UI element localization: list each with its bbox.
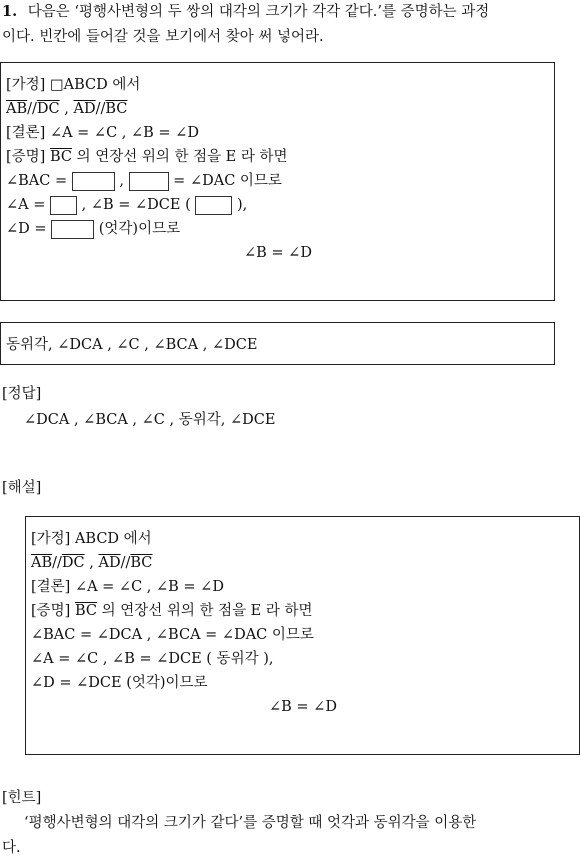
blank-1[interactable] <box>72 172 115 191</box>
segment-dc: $\overline{DC}$ <box>61 555 85 571</box>
parallel-sign: // <box>52 555 62 571</box>
assume-text: ABCD 에서 <box>74 531 152 547</box>
parallel-sign: // <box>27 101 37 117</box>
line6-part2: , ∠B = ∠DCE ( <box>77 197 196 213</box>
choices-text: 동위각, ∠DCA , ∠C , ∠BCA , ∠DCE <box>6 337 258 353</box>
conclusion-text: ∠A = ∠C , ∠B = ∠D <box>49 125 199 141</box>
blank-5[interactable] <box>51 220 94 239</box>
question-text-line2: 이다. 빈칸에 들어갈 것을 보기에서 찾아 써 넣어라. <box>2 29 324 45</box>
hint-line1: ‘평행사변형의 대각의 크기가 같다’를 증명할 때 엇각과 동위각을 이용한 <box>24 815 477 831</box>
segment-ab: $\overline{AB}$ <box>31 555 53 571</box>
proof-line5 <box>6 171 282 191</box>
line7-part2: (엇각)이므로 <box>94 221 181 237</box>
assume-text: □ABCD 에서 <box>49 77 141 93</box>
segment-bc: $\overline{BC}$ <box>130 555 153 571</box>
expl-parallel <box>31 553 152 573</box>
line7-part1: ∠D = <box>6 221 52 237</box>
hint-line2: 다. <box>2 840 21 856</box>
question-text-line1: 다음은 ‘평행사변형의 두 쌍의 대각의 크기가 각각 같다.’를 증명하는 과정 <box>27 4 490 20</box>
conclusion-text: ∠A = ∠C , ∠B = ∠D <box>74 579 224 595</box>
expl-line7: ∠D = ∠DCE (엇각)이므로 <box>31 675 208 691</box>
expl-conclusion <box>31 577 224 597</box>
segment-bc: $\overline{BC}$ <box>74 603 97 619</box>
segment-bc: $\overline{BC}$ <box>105 101 128 117</box>
assume-label: [가정] <box>31 531 71 547</box>
blank-2[interactable] <box>129 172 169 191</box>
proof-assume <box>6 75 140 95</box>
segment-ab: $\overline{AB}$ <box>6 101 28 117</box>
expl-proof-start <box>31 601 313 621</box>
expl-result: ∠B = ∠D <box>269 699 337 715</box>
line5-part3: = ∠DAC 이므로 <box>168 173 282 189</box>
proof-line7 <box>6 219 180 239</box>
blank-3[interactable] <box>50 196 77 215</box>
proof-label: [증명] <box>6 149 46 165</box>
explanation-label: [해설] <box>2 480 42 496</box>
proof-label: [증명] <box>31 603 71 619</box>
line6-part1: ∠A = <box>6 197 50 213</box>
assume-label: [가정] <box>6 77 46 93</box>
proof-result: ∠B = ∠D <box>244 245 312 261</box>
proof-start-text: 의 연장선 위의 한 점을 E 라 하면 <box>71 149 288 165</box>
question-number: 1. <box>2 3 18 20</box>
segment-ad: $\overline{AD}$ <box>73 101 96 117</box>
blank-4[interactable] <box>195 196 232 215</box>
line5-part1: ∠BAC = <box>6 173 72 189</box>
separator: , <box>84 555 99 571</box>
segment-bc: $\overline{BC}$ <box>49 149 72 165</box>
conclusion-label: [결론] <box>6 125 46 141</box>
segment-ad: $\overline{AD}$ <box>98 555 121 571</box>
question <box>2 0 489 21</box>
proof-conclusion <box>6 123 199 143</box>
answer-label: [정답] <box>2 386 42 402</box>
proof-line6 <box>6 195 247 215</box>
expl-assume <box>31 529 152 549</box>
expl-line5: ∠BAC = ∠DCA , ∠BCA = ∠DAC 이므로 <box>31 627 314 643</box>
proof-start-text: 의 연장선 위의 한 점을 E 라 하면 <box>96 603 313 619</box>
line6-part3: ), <box>232 197 248 213</box>
conclusion-label: [결론] <box>31 579 71 595</box>
hint-label: [힌트] <box>2 790 42 806</box>
expl-line6: ∠A = ∠C , ∠B = ∠DCE ( 동위각 ), <box>31 651 274 667</box>
line5-part2: , <box>114 173 129 189</box>
parallel-sign: // <box>95 101 106 117</box>
separator: , <box>59 101 74 117</box>
proof-parallel <box>6 99 127 119</box>
parallel-sign: // <box>120 555 131 571</box>
proof-start <box>6 147 288 167</box>
segment-dc: $\overline{DC}$ <box>36 101 60 117</box>
answer-text: ∠DCA , ∠BCA , ∠C , 동위각, ∠DCE <box>24 412 276 428</box>
